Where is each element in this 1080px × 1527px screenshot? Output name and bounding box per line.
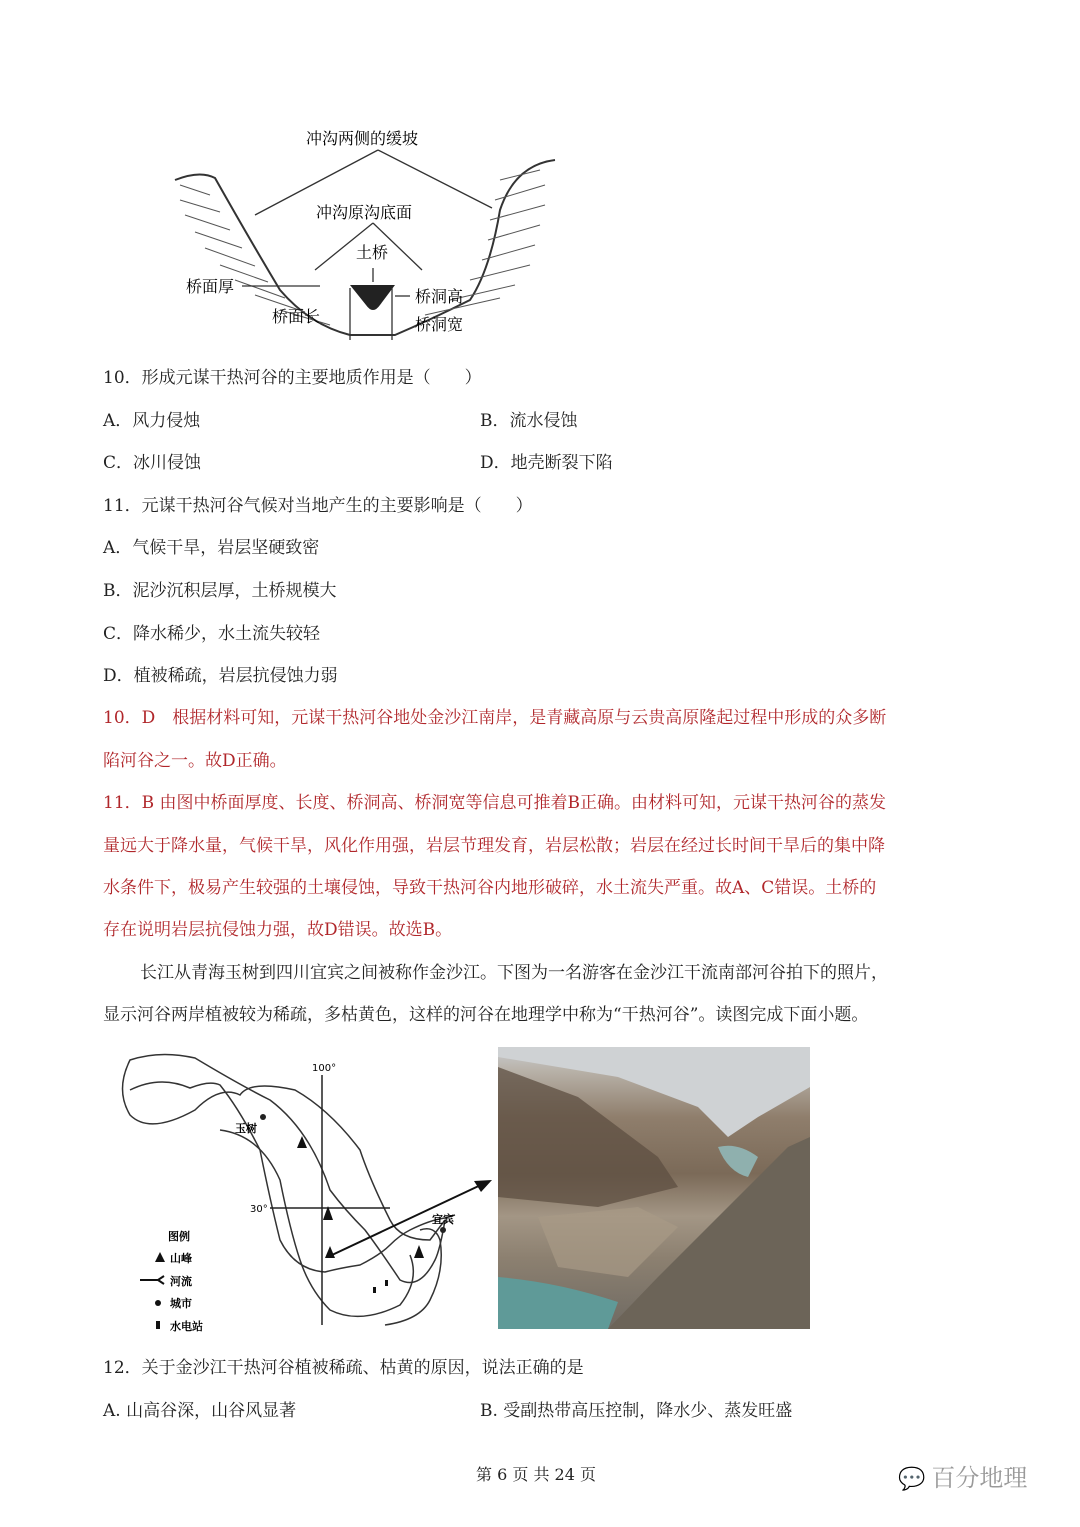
q11-option-c: C．降水稀少，水土流失较轻 [103,624,321,644]
longitude-label: 100° [312,1063,337,1074]
answer-11-line: 存在说明岩层抗侵蚀力强，故D错误。故选B。 [103,920,453,940]
q12-option-a: A. 山高谷深，山谷风显著 [103,1401,297,1421]
answer-10-line: 陷河谷之一。故D正确。 [103,751,287,771]
q11-option-a: A．气候干旱，岩层坚硬致密 [103,538,320,558]
latitude-label: 30° [250,1204,268,1215]
label-slopes: 冲沟两侧的缓坡 [306,129,419,148]
gully-bridge-diagram [170,120,570,340]
passage-line: 显示河谷两岸植被较为稀疏，多枯黄色，这样的河谷在地理学中称为“干热河谷”。读图完成下面小题。 [103,1005,869,1025]
valley-photo [498,1047,810,1329]
label-hole-height: 桥洞高 [415,287,464,306]
legend-title: 图例 [168,1230,190,1243]
legend-station: 水电站 [170,1320,203,1333]
legend-peak: 山峰 [170,1252,192,1265]
answer-11-line: 水条件下，极易产生较强的土壤侵蚀，导致干热河谷内地形破碎，水土流失严重。故A、C错误。土桥的 [103,878,877,898]
q11-option-b: B．泥沙沉积层厚，土桥规模大 [103,581,337,601]
answer-10-line: 10．D 根据材料可知，元谋干热河谷地处金沙江南岸，是青藏高原与云贵高原隆起过程中形成的众多断 [103,708,887,728]
answer-11-line: 11．B 由图中桥面厚度、长度、桥洞高、桥洞宽等信息可推着B正确。由材料可知，元谋干热河谷的蒸发 [103,793,887,813]
legend-river: 河流 [170,1275,192,1288]
q10-stem: 10．形成元谋干热河谷的主要地质作用是（ ） [103,368,482,388]
answer-11-line: 量远大于降水量，气候干旱，风化作用强，岩层节理发育，岩层松散；岩层在经过长时间干旱后的集中降 [103,836,885,856]
page-number: 第 6 页 共 24 页 [476,1465,596,1484]
label-hole-width: 桥洞宽 [415,315,464,334]
q10-option-b: B．流水侵蚀 [480,411,578,431]
legend-city: 城市 [170,1297,192,1310]
q12-stem: 12．关于金沙江干热河谷植被稀疏、枯黄的原因，说法正确的是 [103,1358,584,1378]
label-thickness: 桥面厚 [186,277,235,296]
q12-option-b: B. 受副热带高压控制，降水少、蒸发旺盛 [480,1401,793,1421]
wechat-icon: 💬 [898,1467,926,1492]
q10-option-d: D．地壳断裂下陷 [480,453,613,473]
brand-name: 百分地理 [931,1464,1028,1492]
q11-stem: 11．元谋干热河谷气候对当地产生的主要影响是（ ） [103,496,533,516]
passage-line: 长江从青海玉树到四川宜宾之间被称作金沙江。下图为一名游客在金沙江干流南部河谷拍下的照片， [140,963,888,983]
city-yushu: 玉树 [235,1122,257,1135]
q10-option-c: C．冰川侵蚀 [103,453,202,473]
q11-option-d: D．植被稀疏，岩层抗侵蚀力弱 [103,666,338,686]
jinsha-river-map [100,1040,500,1340]
watermark-brand [898,1458,1027,1493]
q10-option-a: A．风力侵烛 [103,411,201,431]
city-yibin: 宜宾 [432,1213,454,1226]
label-bottom: 冲沟原沟底面 [316,203,413,222]
label-length: 桥面长 [272,307,321,326]
label-bridge: 土桥 [356,243,389,262]
